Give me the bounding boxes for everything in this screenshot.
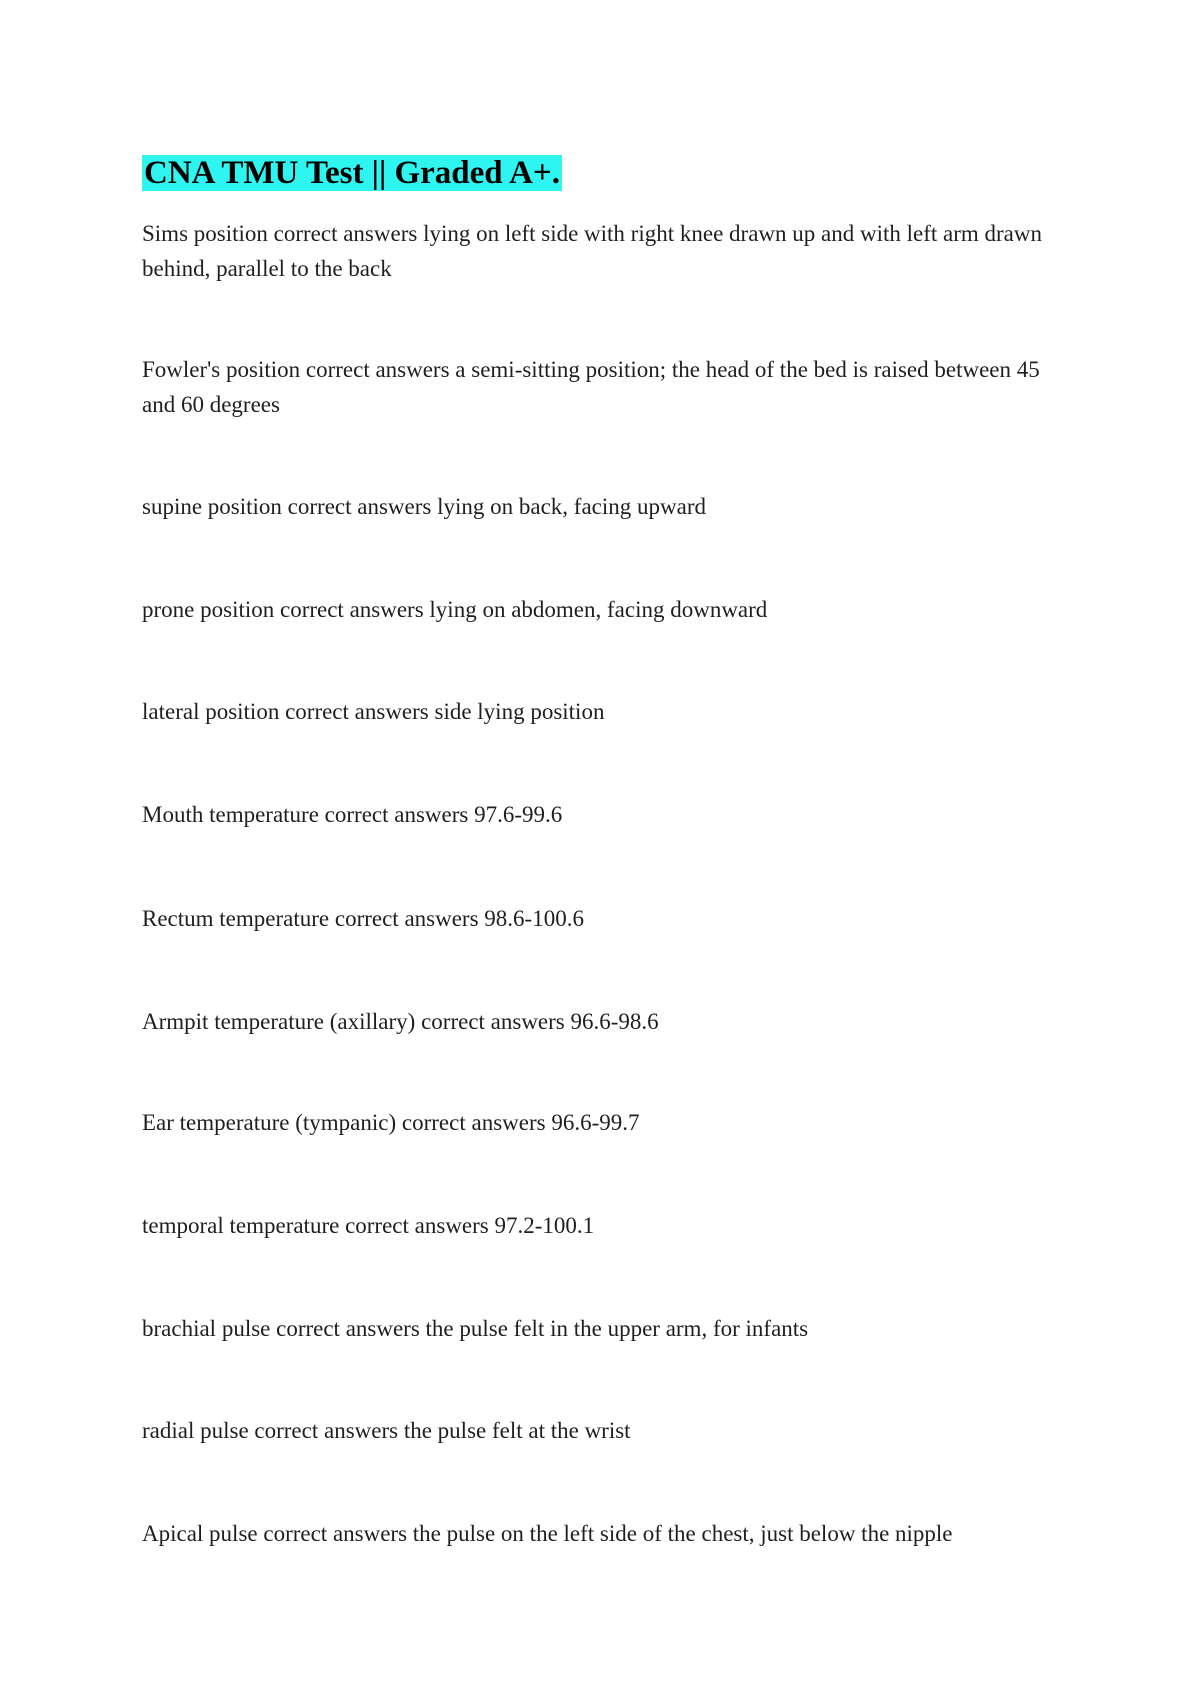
entry-fowlers-position: Fowler's position correct answers a semi-sitting position; the head of the bed is raised between 45 and 60 degrees bbox=[142, 357, 1040, 417]
entry-sims-position: Sims position correct answers lying on left side with right knee drawn up and with left arm drawn behind, parallel to the back bbox=[142, 221, 1042, 281]
entry-lateral-position: lateral position correct answers side lying position bbox=[142, 699, 605, 724]
entry-supine-position: supine position correct answers lying on back, facing upward bbox=[142, 494, 706, 519]
entry-rectum-temperature: Rectum temperature correct answers 98.6-100.6 bbox=[142, 906, 584, 931]
entry-apical-pulse: Apical pulse correct answers the pulse on the left side of the chest, just below the nipple bbox=[142, 1521, 953, 1546]
entry-brachial-pulse: brachial pulse correct answers the pulse felt in the upper arm, for infants bbox=[142, 1316, 809, 1341]
entry-temporal-temperature: temporal temperature correct answers 97.2-100.1 bbox=[142, 1213, 595, 1238]
entry-ear-temperature: Ear temperature (tympanic) correct answers 96.6-99.7 bbox=[142, 1110, 640, 1135]
document-title bbox=[142, 153, 562, 193]
entry-radial-pulse: radial pulse correct answers the pulse felt at the wrist bbox=[142, 1418, 631, 1443]
title-highlight: CNA TMU Test || Graded A+. bbox=[144, 155, 560, 191]
entry-mouth-temperature: Mouth temperature correct answers 97.6-99.6 bbox=[142, 802, 563, 827]
entry-armpit-temperature: Armpit temperature (axillary) correct answers 96.6-98.6 bbox=[142, 1009, 659, 1034]
entry-prone-position: prone position correct answers lying on abdomen, facing downward bbox=[142, 597, 768, 622]
